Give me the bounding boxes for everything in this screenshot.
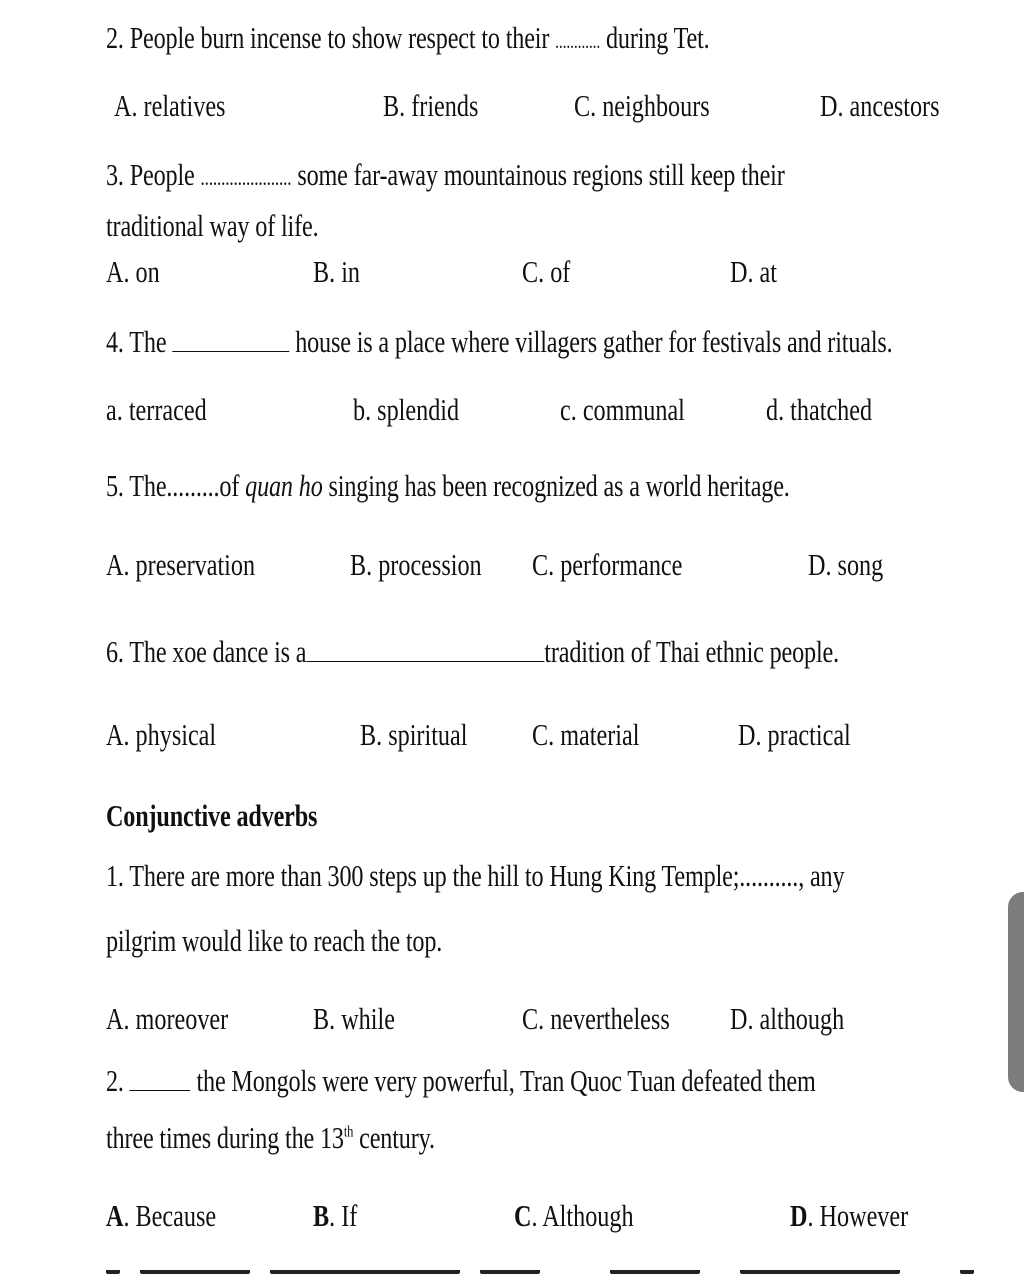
question-text: century. — [353, 1120, 435, 1155]
question-3-stem-line2: traditional way of life. — [106, 208, 319, 243]
option-letter: B — [313, 1198, 330, 1233]
adverb-question-1-stem-line2: pilgrim would like to reach the top. — [106, 923, 443, 958]
option-b[interactable]: B. while — [313, 1001, 395, 1036]
option-d[interactable]: D. song — [808, 547, 884, 582]
option-c[interactable]: C. performance — [532, 547, 683, 582]
question-text: 4. The — [106, 324, 173, 359]
answer-blank: ...................... — [200, 165, 292, 190]
answer-blank — [130, 1062, 191, 1091]
answer-blank: ......... — [166, 468, 220, 503]
question-text: tradition of Thai ethnic people. — [544, 634, 840, 669]
answer-blank — [306, 633, 544, 662]
question-text: 1. There are more than 300 steps up the hill to Hung King Temple; — [106, 858, 740, 893]
question-text: during Tet. — [600, 20, 710, 55]
scrollbar-handle[interactable] — [1008, 892, 1024, 1092]
adverb-question-1-stem — [106, 856, 844, 896]
option-a[interactable]: A. moreover — [106, 1001, 229, 1036]
section-heading: Conjunctive adverbs — [106, 798, 318, 833]
question-text: 5. The — [106, 468, 167, 503]
answer-blank: .......... — [739, 858, 799, 893]
adverb-question-2-stem — [106, 1061, 816, 1101]
option-b[interactable]: B. procession — [350, 547, 482, 582]
option-a[interactable]: A. on — [106, 254, 160, 289]
option-c[interactable] — [514, 1196, 634, 1236]
option-a[interactable]: a. terraced — [106, 392, 207, 427]
question-5-stem — [106, 466, 790, 506]
option-b[interactable]: B. in — [313, 254, 361, 289]
option-b[interactable]: B. spiritual — [360, 717, 468, 752]
option-text: . Although — [531, 1198, 634, 1233]
answer-blank: ............ — [555, 31, 601, 53]
question-text: three times during the 13 — [106, 1120, 344, 1155]
cutoff-text-line — [100, 1270, 1000, 1280]
question-text: 2. People burn incense to show respect to their — [106, 20, 556, 55]
option-d[interactable]: D. although — [730, 1001, 845, 1036]
option-d[interactable]: D. practical — [738, 717, 851, 752]
question-text: 3. People — [106, 157, 201, 192]
question-4-stem — [106, 322, 893, 362]
question-3-stem — [106, 155, 785, 198]
option-d[interactable]: d. thatched — [766, 392, 873, 427]
option-letter: D — [790, 1198, 808, 1233]
option-a[interactable]: A. relatives — [114, 88, 226, 123]
question-italic-term: quan ho — [245, 468, 323, 503]
option-letter: A — [106, 1198, 124, 1233]
question-text: some far-away mountainous regions still keep their — [291, 157, 785, 192]
question-text: of — [219, 468, 246, 503]
option-d[interactable]: D. at — [730, 254, 778, 289]
question-text: , any — [798, 858, 845, 893]
option-b[interactable]: B. friends — [383, 88, 479, 123]
ordinal-suffix: th — [343, 1123, 354, 1141]
option-text: . Because — [123, 1198, 217, 1233]
option-text: . However — [807, 1198, 909, 1233]
question-text: 2. — [106, 1063, 130, 1098]
adverb-question-2-stem-line2 — [106, 1118, 435, 1158]
option-a[interactable] — [106, 1196, 216, 1236]
option-letter: C — [514, 1198, 532, 1233]
question-text: the Mongols were very powerful, Tran Quoc Tuan defeated them — [190, 1063, 816, 1098]
question-text: 6. The xoe dance is a — [106, 634, 307, 669]
question-text: house is a place where villagers gather for festivals and rituals. — [289, 324, 893, 359]
option-a[interactable]: A. physical — [106, 717, 217, 752]
question-6-stem — [106, 632, 839, 672]
option-d[interactable]: D. ancestors — [820, 88, 940, 123]
option-c[interactable]: c. communal — [560, 392, 685, 427]
option-text: . If — [329, 1198, 358, 1233]
option-b[interactable]: b. splendid — [353, 392, 460, 427]
answer-blank — [172, 323, 289, 352]
option-a[interactable]: A. preservation — [106, 547, 256, 582]
option-c[interactable]: C. of — [522, 254, 571, 289]
question-text: singing has been recognized as a world heritage. — [322, 468, 790, 503]
option-d[interactable] — [790, 1196, 908, 1236]
option-c[interactable]: C. nevertheless — [522, 1001, 670, 1036]
option-c[interactable]: C. material — [532, 717, 640, 752]
option-b[interactable] — [313, 1196, 357, 1236]
question-2-stem — [106, 18, 710, 62]
option-c[interactable]: C. neighbours — [574, 88, 710, 123]
